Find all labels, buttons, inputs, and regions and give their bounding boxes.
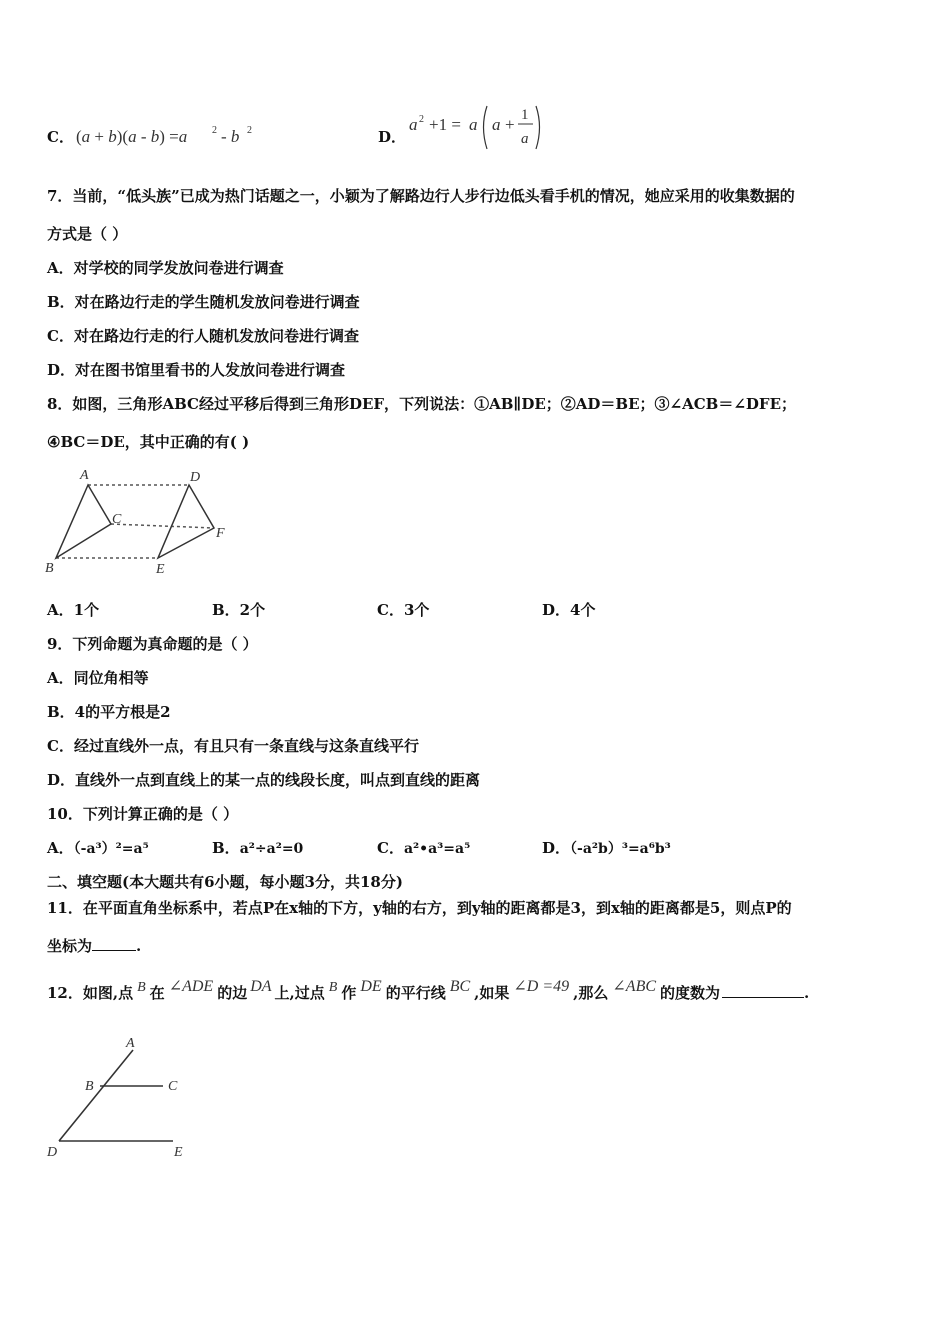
q10-stem: 10．下列计算正确的是（ ） xyxy=(47,805,239,823)
q10-option-b xyxy=(212,839,303,858)
q6-d-a: a xyxy=(409,115,418,134)
q12-text-2: 在 xyxy=(149,984,165,1002)
q10-option-d xyxy=(542,839,671,858)
q12-math-angle-d: ∠D =49 xyxy=(513,978,570,995)
q12-text-6: 的平行线 xyxy=(385,984,446,1002)
q8-option-c: C．3个 xyxy=(377,601,430,619)
q6-option-c-label: C． xyxy=(47,128,74,146)
q12-math-da: DA xyxy=(250,978,272,995)
q6-d-left-paren xyxy=(484,106,488,149)
q9-option-b: B．4的平方根是2 xyxy=(47,703,171,721)
q12-math-de: DE xyxy=(360,978,382,995)
q12-label-c: C xyxy=(168,1079,178,1094)
q12-stem-end: . xyxy=(804,984,810,1002)
q10-option-a-text: （-a³）²=a⁵ xyxy=(73,841,149,857)
q6-option-c-formula xyxy=(76,120,261,154)
q8-stem-line2: ④BC＝DE，其中正确的有( ) xyxy=(47,433,250,451)
q10-option-c xyxy=(377,839,470,858)
q10-option-d-label: D． xyxy=(542,839,571,857)
q6-c-minus: - b xyxy=(221,127,240,146)
q12-text-8: ,那么 xyxy=(573,984,609,1002)
q6-option-c xyxy=(47,128,74,146)
q6-d-a2: a xyxy=(469,115,478,134)
q12-text-9: 的度数为 xyxy=(660,984,721,1002)
q12-parallel-figure xyxy=(40,1030,200,1165)
q11-stem-end: . xyxy=(136,937,142,955)
q12-math-bc: BC xyxy=(449,978,471,995)
q9-stem: 9．下列命题为真命题的是（ ） xyxy=(47,635,258,653)
q6-d-den: a xyxy=(521,131,529,147)
q12-text-1: 12．如图,点 xyxy=(47,984,134,1002)
q12-text-5: 作 xyxy=(341,984,357,1002)
q11-stem-line1: 11．在平面直角坐标系中，若点P在x轴的下方，y轴的右方，到y轴的距离都是3，到x轴的距离都是5，则点P的 xyxy=(47,899,792,917)
q12-math-b1: B xyxy=(137,980,146,995)
q10-option-d-text: （-a²b）³=a⁶b³ xyxy=(570,841,671,857)
q6-option-d xyxy=(378,128,406,146)
q8-triangle-abc xyxy=(56,485,111,558)
q11-stem-line2 xyxy=(47,936,141,955)
q9-option-c: C．经过直线外一点，有且只有一条直线与这条直线平行 xyxy=(47,737,419,755)
q10-option-a-label: A． xyxy=(47,839,74,857)
q12-text-3: 的边 xyxy=(217,984,248,1002)
q9-option-a: A．同位角相等 xyxy=(47,669,149,687)
q12-math-b2: B xyxy=(328,980,338,995)
q8-label-c: C xyxy=(112,512,122,527)
q7-option-b: B．对在路边行走的学生随机发放问卷进行调查 xyxy=(47,293,360,311)
q12-label-b: B xyxy=(85,1079,94,1094)
q9-option-d: D．直线外一点到直线上的某一点的线段长度，叫点到直线的距离 xyxy=(47,771,481,789)
q8-label-e: E xyxy=(156,562,165,577)
q7-option-d: D．对在图书馆里看书的人发放问卷进行调查 xyxy=(47,361,346,379)
q6-c-sup1: 2 xyxy=(212,125,217,136)
q8-label-d: D xyxy=(190,470,201,485)
q8-dash-cf xyxy=(111,524,214,528)
q7-option-a: A．对学校的同学发放问卷进行调查 xyxy=(47,259,284,277)
q10-option-c-label: C． xyxy=(377,839,404,857)
q6-c-formula-text: (a + b)(a - b) =a xyxy=(76,127,188,146)
q6-d-plus: + xyxy=(505,115,515,134)
q8-stem-line1: 8．如图，三角形ABC经过平移后得到三角形DEF，下列说法：①AB∥DE；②AD＝BE；③∠ACB＝∠DFE； xyxy=(47,395,796,413)
q8-label-a: A xyxy=(80,468,89,483)
q10-option-b-text: a²÷a²=0 xyxy=(239,841,304,857)
section2-heading: 二、填空题(本大题共有6小题，每小题3分，共18分) xyxy=(47,873,403,891)
q6-d-right-paren xyxy=(536,106,540,149)
q10-option-b-label: B． xyxy=(212,839,240,857)
q10-option-c-text: a²•a³=a⁵ xyxy=(403,841,471,857)
q12-answer-blank xyxy=(722,983,804,998)
q12-line-da xyxy=(59,1050,133,1141)
q8-label-b: B xyxy=(45,561,54,576)
q8-option-d: D．4个 xyxy=(542,601,596,619)
q6-option-d-label: D． xyxy=(378,128,407,146)
q8-triangle-def xyxy=(158,485,214,558)
q8-option-b: B．2个 xyxy=(212,601,266,619)
q12-label-d: D xyxy=(47,1145,58,1160)
q8-option-a: A．1个 xyxy=(47,601,100,619)
q12-label-e: E xyxy=(174,1145,183,1160)
q6-d-plus1: +1 = xyxy=(429,115,461,134)
q6-d-num: 1 xyxy=(521,107,529,123)
q6-d-sup: 2 xyxy=(419,114,424,125)
q10-option-a xyxy=(47,839,149,858)
q12-math-angle-abc: ∠ABC xyxy=(612,978,657,995)
q7-option-c: C．对在路边行走的行人随机发放问卷进行调查 xyxy=(47,327,359,345)
q12-text-7: ,如果 xyxy=(474,984,510,1002)
q8-translation-figure xyxy=(40,465,240,580)
q12-stem xyxy=(47,978,810,1004)
q8-label-f: F xyxy=(216,526,225,541)
q12-math-angle-ade: ∠ADE xyxy=(168,978,214,995)
q11-answer-blank xyxy=(92,936,136,951)
q7-stem-line2: 方式是（ ） xyxy=(47,225,128,243)
q12-label-a: A xyxy=(126,1036,135,1051)
q11-stem-line2-text: 坐标为 xyxy=(47,937,93,955)
q7-stem-line1: 7．当前，“低头族”已成为热门话题之一，小颖为了解路边行人步行边低头看手机的情况，她应采用的收集数据的 xyxy=(47,187,795,205)
q6-d-a3: a xyxy=(492,115,501,134)
q12-text-4: 上,过点 xyxy=(274,984,325,1002)
q6-c-sup2: 2 xyxy=(247,125,252,136)
q6-option-d-formula xyxy=(405,100,550,156)
